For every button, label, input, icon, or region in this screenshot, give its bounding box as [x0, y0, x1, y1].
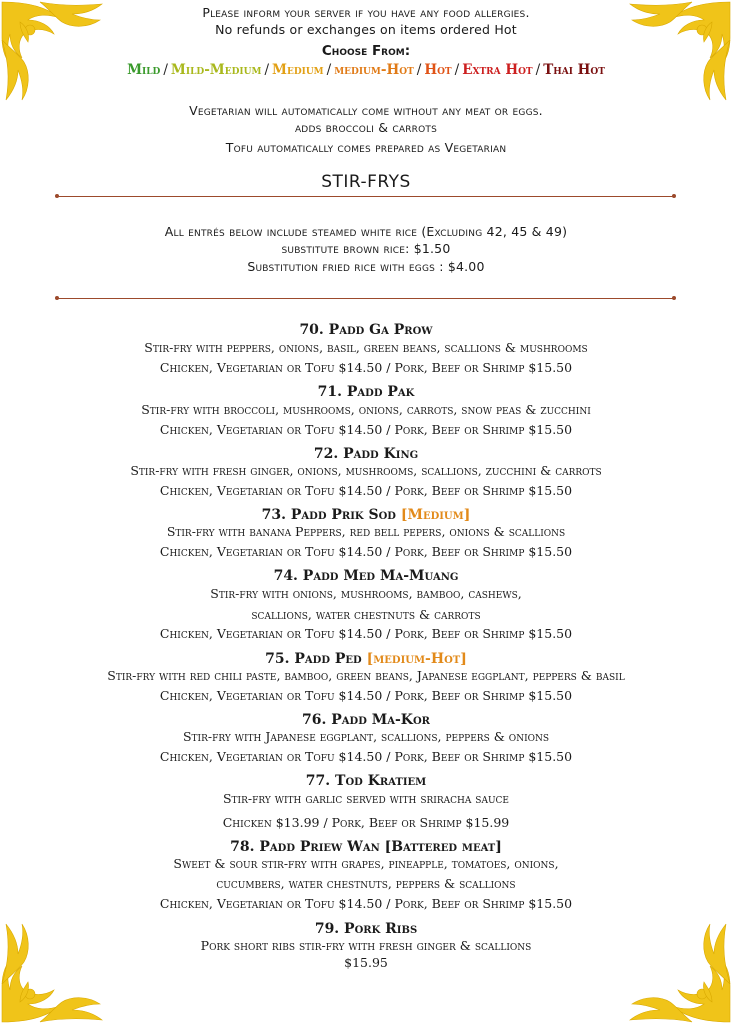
dish-description: Stir-fry with garlic served with sriracha sauce	[222, 791, 510, 806]
dish-description-continued: scallions, water chestnuts & carrots	[251, 607, 481, 622]
dish-description: Stir-fry with red chili paste, bamboo, green beans, Japanese eggplant, peppers & basil	[107, 668, 625, 683]
dish-price: Chicken, Vegetarian or Tofu $14.50 / Pork, Beef or Shrimp $15.50	[159, 626, 573, 641]
refund-notice: No refunds or exchanges on items ordered Hot	[215, 22, 517, 37]
dish-name: 70. Padd Ga Prow	[299, 322, 433, 338]
dish-name: 74. Padd Med Ma-Muang	[273, 568, 459, 584]
dish-name-line	[0, 651, 732, 667]
rice-info: All entrés below include steamed white rice (Excluding 42, 45 & 49)	[164, 224, 568, 239]
dish-description: Stir-fry with onions, mushrooms, bamboo, cashews,	[210, 586, 522, 601]
spice-level-mild: Mild	[127, 62, 161, 78]
spice-level-thai-hot: Thai Hot	[543, 62, 605, 78]
dish-description: Sweet & sour stir-fry with grapes, pineapple, tomatoes, onions,	[173, 856, 559, 871]
spice-separator: /	[535, 62, 541, 78]
spice-levels	[0, 62, 732, 78]
dish-name: 77. Tod Kratiem	[305, 773, 427, 789]
section-title: STIR-FRYS	[321, 172, 411, 192]
spice-separator: /	[416, 62, 422, 78]
dish-name: 76. Padd Ma-Kor	[302, 712, 430, 728]
dish-name-line	[0, 507, 732, 523]
spice-separator: /	[326, 62, 332, 78]
spice-title: Choose From:	[321, 43, 411, 59]
spice-level-medium: Medium	[272, 62, 324, 78]
allergy-notice: Please inform your server if you have any food allergies.	[202, 5, 530, 20]
dish-price: Chicken $13.99 / Pork, Beef or Shrimp $15.99	[222, 815, 510, 830]
dish-name: 71. Padd Pak	[317, 384, 415, 400]
dish-description: Stir-fry with banana Peppers, red bell pepers, onions & scallions	[166, 524, 566, 539]
tofu-note: Tofu automatically comes prepared as Vegetarian	[225, 140, 507, 155]
spice-level-medium-hot: medium-Hot	[334, 62, 414, 78]
spice-separator: /	[264, 62, 270, 78]
dish-description: Stir-fry with Japanese eggplant, scallions, peppers & onions	[182, 729, 550, 744]
spice-level-mild-medium: Mild-Medium	[170, 62, 262, 78]
dish-description: Stir-fry with broccoli, mushrooms, onions, carrots, snow peas & zucchini	[141, 402, 591, 417]
dish-price: Chicken, Vegetarian or Tofu $14.50 / Pork, Beef or Shrimp $15.50	[159, 688, 573, 703]
spice-level-extra-hot: Extra Hot	[462, 62, 533, 78]
dish-name: 72. Padd King	[313, 446, 419, 462]
dish-name: 73. Padd Prik Sod	[261, 507, 396, 523]
divider	[57, 298, 674, 299]
dish-description: Stir-fry with fresh ginger, onions, mushrooms, scallions, zucchini & carrots	[130, 463, 602, 478]
divider	[57, 196, 674, 197]
brown-rice-info: substitute brown rice: $1.50	[281, 241, 451, 256]
dish-price: Chicken, Vegetarian or Tofu $14.50 / Pork, Beef or Shrimp $15.50	[159, 422, 573, 437]
spice-tag: [medium-Hot]	[366, 651, 467, 667]
dish-price: Chicken, Vegetarian or Tofu $14.50 / Pork, Beef or Shrimp $15.50	[159, 749, 573, 764]
spice-separator: /	[163, 62, 168, 78]
dish-name: 78. Padd Priew Wan [Battered meat]	[230, 839, 502, 855]
dish-price: Chicken, Vegetarian or Tofu $14.50 / Pork, Beef or Shrimp $15.50	[159, 896, 573, 911]
dish-price: Chicken, Vegetarian or Tofu $14.50 / Pork, Beef or Shrimp $15.50	[159, 483, 573, 498]
dish-price: Chicken, Vegetarian or Tofu $14.50 / Pork, Beef or Shrimp $15.50	[159, 544, 573, 559]
spice-tag: [Medium]	[400, 507, 471, 523]
vegetarian-note: Vegetarian will automatically come without any meat or eggs.	[189, 103, 543, 118]
vegetarian-additions-note: adds broccoli & carrots	[294, 120, 438, 135]
dish-name: 75. Padd Ped	[265, 651, 362, 667]
dish-price: Chicken, Vegetarian or Tofu $14.50 / Pork, Beef or Shrimp $15.50	[159, 360, 573, 375]
dish-name: 79. Pork Ribs	[314, 921, 418, 937]
spice-separator: /	[454, 62, 460, 78]
spice-level-hot: Hot	[424, 62, 452, 78]
dish-description: Stir-fry with peppers, onions, basil, green beans, scallions & mushrooms	[144, 340, 588, 355]
dish-description: Pork short ribs stir-fry with fresh ginger & scallions	[200, 938, 532, 953]
dish-description-continued: cucumbers, water chestnuts, peppers & scallions	[216, 876, 516, 891]
fried-rice-info: Substitution fried rice with eggs : $4.00	[247, 259, 485, 274]
dish-price: $15.95	[344, 955, 388, 970]
